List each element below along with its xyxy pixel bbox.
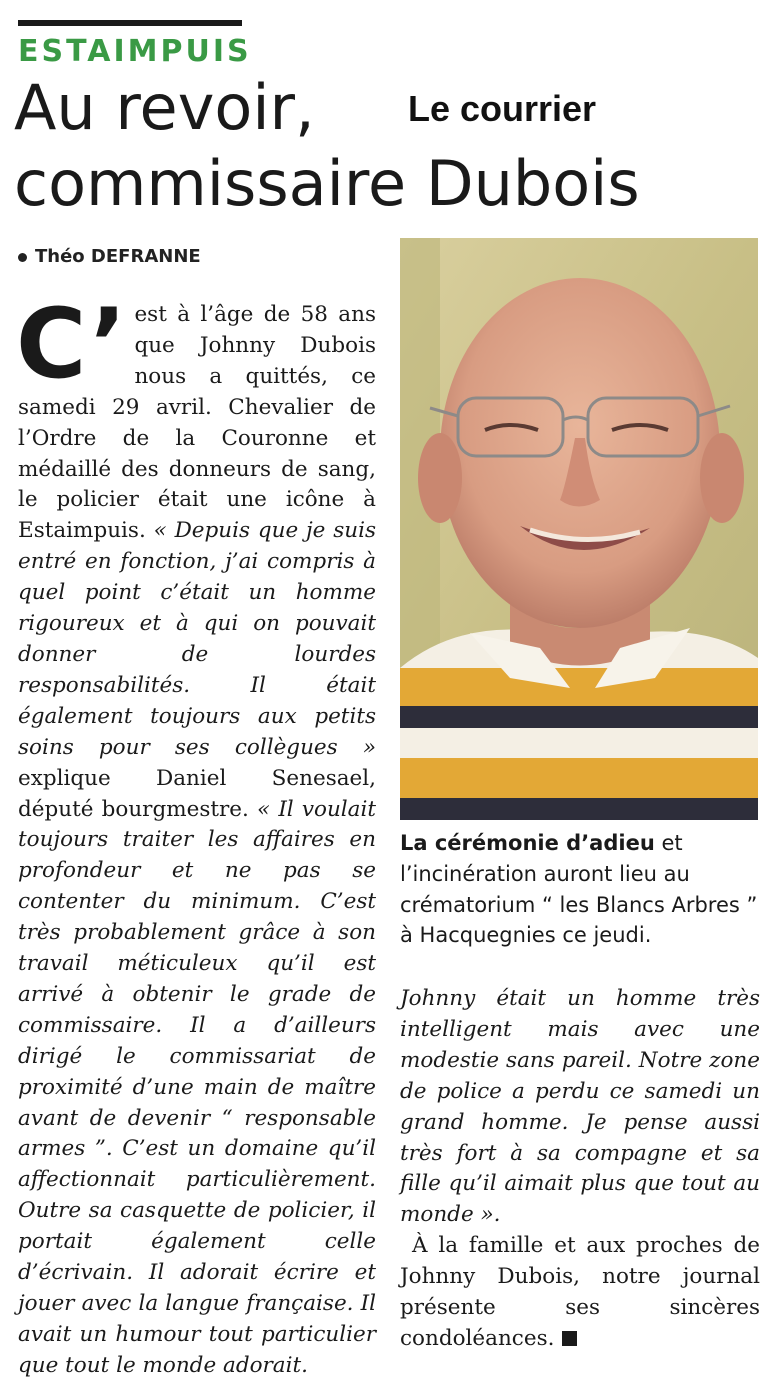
quote-text: « Il voulait toujours traiter les affaires en profondeur et ne pas se contenter du minimum. C’est très probablement grâce à son travail méticuleux qu’il est arrivé à obtenir le grade de commissaire. Il a d’ailleurs dirigé le commissariat de proximité d’une main de maître avant de devenir “ responsable armes ”. C’est un domaine qu’il affectionnait particulièrement. Outre sa casquette de policier, il portait également celle d’écrivain. Il adorait écrire et jouer avec la langue française. Il avait un humour tout particulier que tout le monde adorait. bbox=[18, 796, 376, 1378]
article-body-left bbox=[16, 288, 376, 1382]
body-text: est à l’âge de 58 ans que Johnny Dubois nous a quittés, ce samedi 29 avril. Chevalier de l’Ordre de la Couronne et médaillé des donneurs de sang, le policier était une icône à Estaimpuis. bbox=[18, 302, 376, 544]
headline-line-2: commissaire Dubois bbox=[14, 147, 640, 220]
author-name: Théo DEFRANNE bbox=[35, 246, 201, 267]
headline-line-1: Au revoir, bbox=[14, 71, 315, 144]
body-text: explique Daniel Senesael, député bourgmestre. bbox=[18, 765, 376, 822]
article-body-right bbox=[400, 984, 760, 1355]
portrait-illustration bbox=[400, 238, 758, 820]
byline bbox=[18, 244, 201, 270]
dropcap: C’ bbox=[16, 288, 127, 400]
quote-text: « Depuis que je suis entré en fonction, j’ai compris à quel point c’était un homme rigoureux et à qui on pouvait donner de lourdes responsabilités. Il était également toujours aux petits soins pour ses collègues » bbox=[18, 518, 376, 760]
portrait-photo bbox=[400, 238, 758, 820]
article-headline bbox=[14, 70, 734, 222]
section-kicker: ESTAIMPUIS bbox=[18, 34, 252, 69]
caption-lead: La cérémonie d’adieu bbox=[400, 831, 655, 855]
top-rule bbox=[18, 20, 242, 26]
bullet-icon bbox=[18, 253, 27, 262]
closing-text: À la famille et aux proches de Johnny Dubois, notre journal présente ses sincères condoléances. bbox=[400, 1233, 760, 1351]
caption-text: et l’incinération auront lieu au crématorium “ les Blancs Arbres ” à Hacquegnies ce jeudi. bbox=[400, 831, 758, 948]
quote-paragraph: Johnny était un homme très intelligent mais avec une modestie sans pareil. Notre zone de police a perdu ce samedi un grand homme. Je pense aussi très fort à sa compagne et sa fille qu’il aimait plus que tout au monde ». bbox=[400, 986, 760, 1228]
end-mark-icon bbox=[562, 1331, 577, 1346]
photo-caption bbox=[400, 828, 762, 951]
newspaper-brand: Le courrier bbox=[408, 88, 597, 129]
lead-paragraph bbox=[16, 288, 376, 1382]
closing-paragraph bbox=[400, 1231, 760, 1355]
